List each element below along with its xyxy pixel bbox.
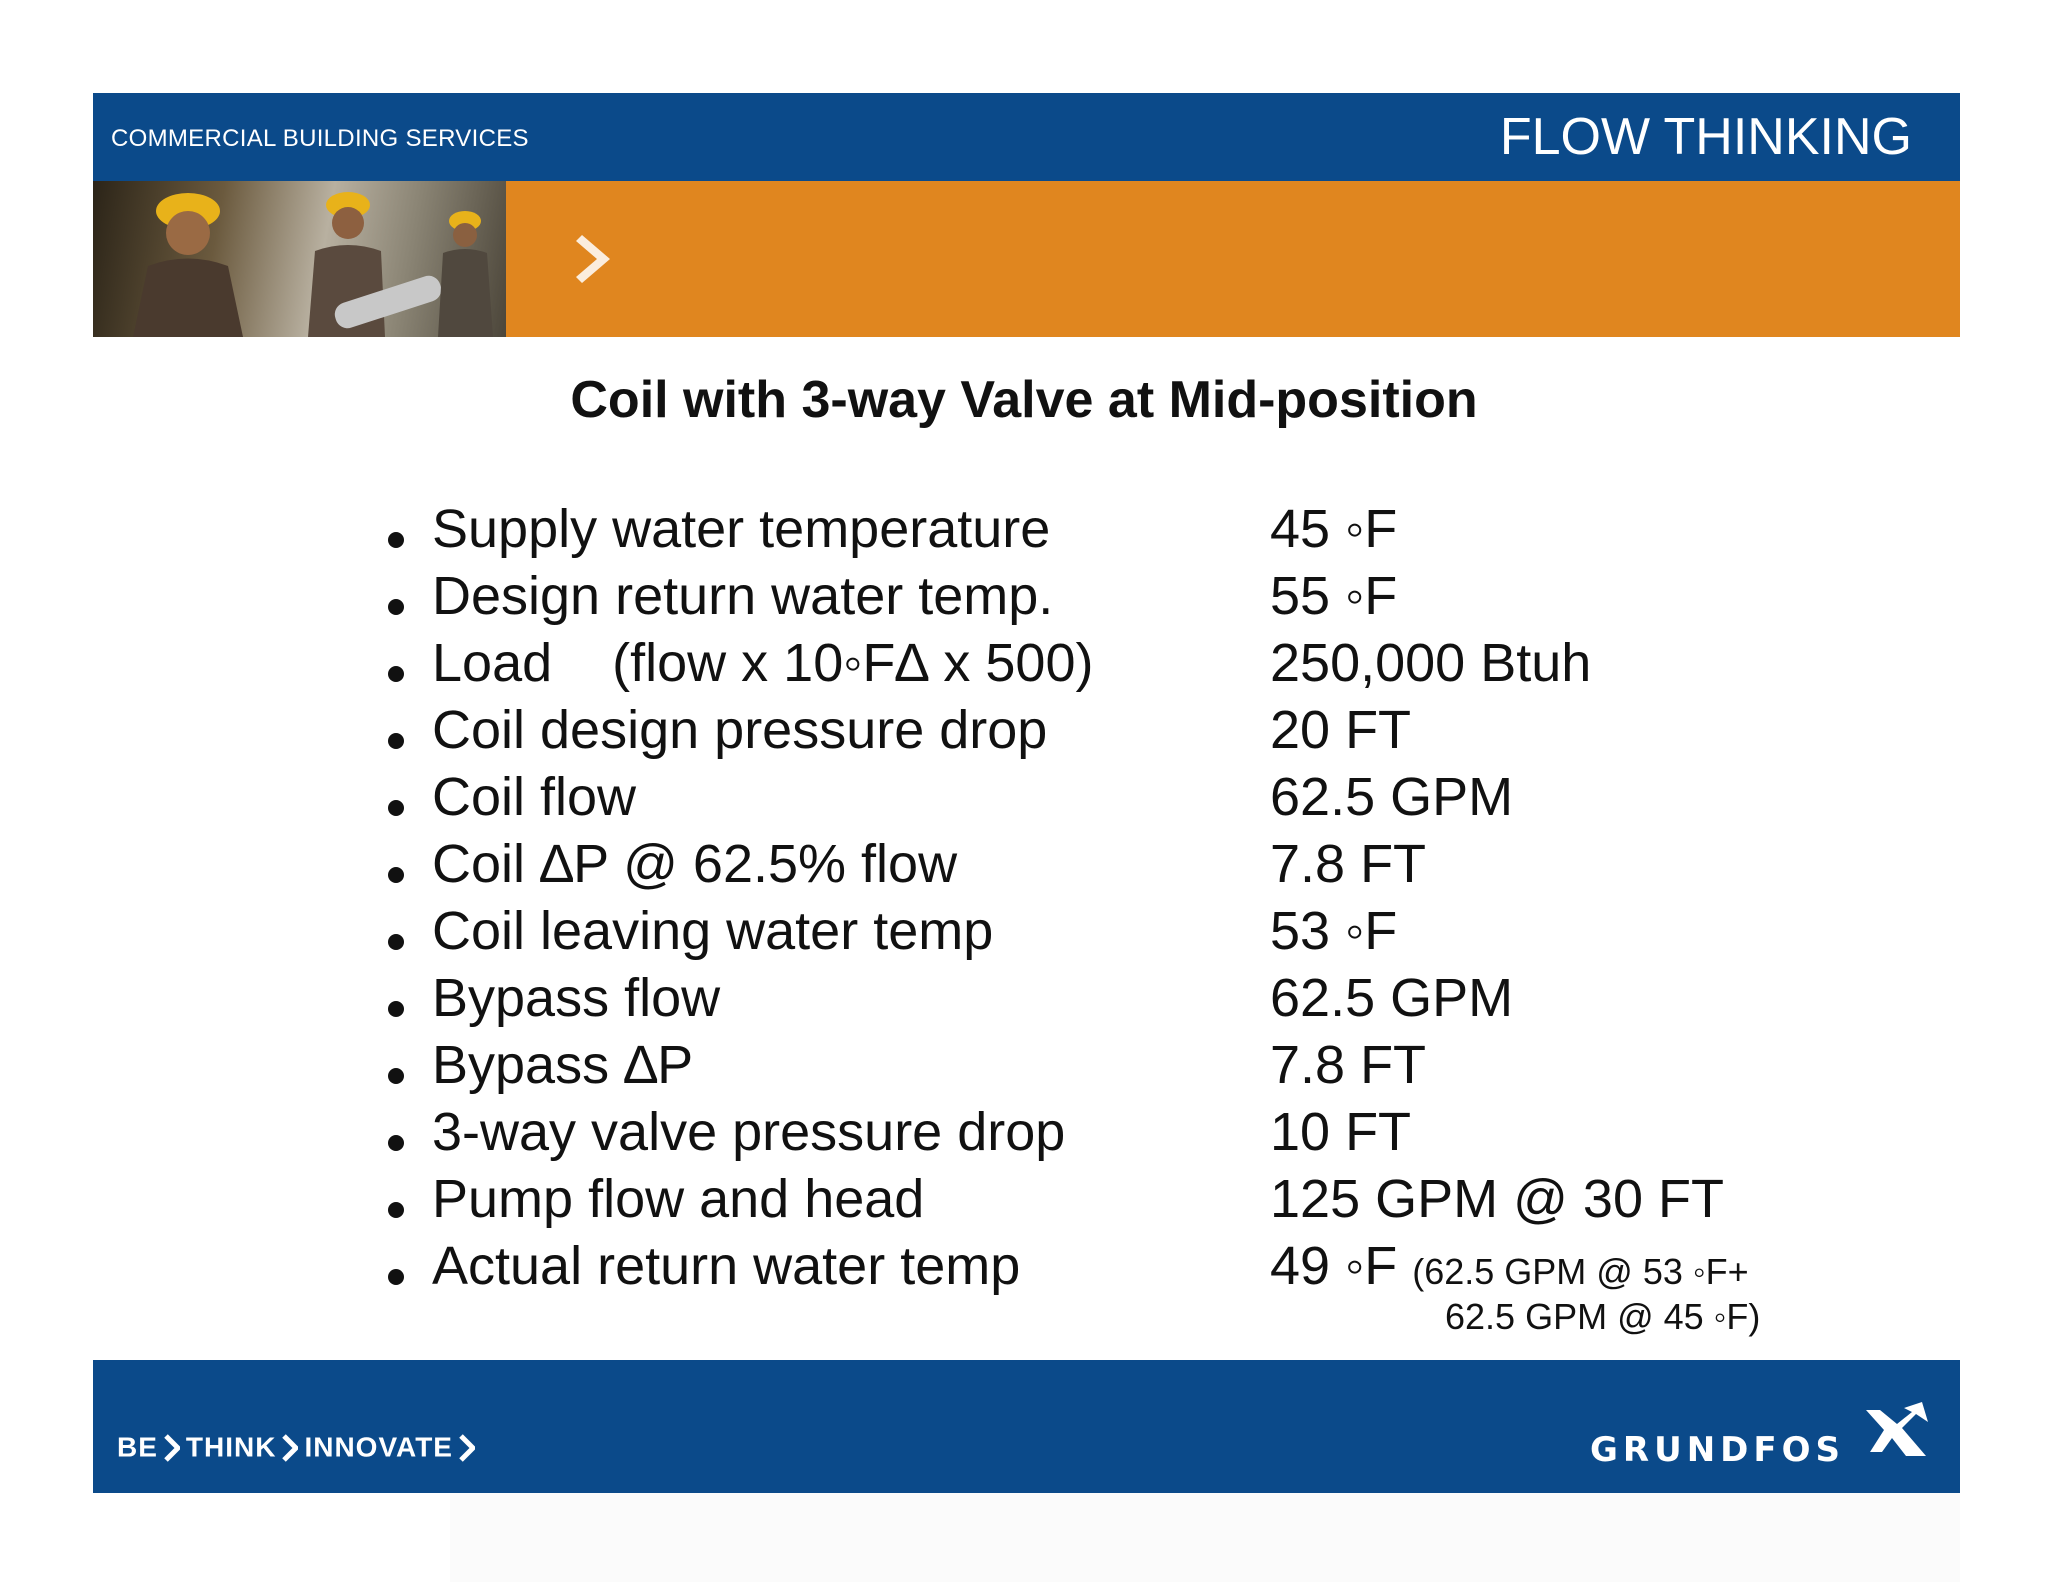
- item-label: 3-way valve pressure drop: [432, 1102, 1066, 1162]
- slogan-title: FLOW THINKING: [1499, 108, 1912, 166]
- bullet-icon: [388, 800, 404, 816]
- tagline-word: BE: [117, 1431, 158, 1463]
- brand-logo-icon: [1862, 1400, 1932, 1460]
- item-value: 7.8 FT: [1270, 1035, 1427, 1095]
- item-value: 7.8 FT: [1270, 834, 1427, 894]
- tagline: [117, 1430, 481, 1470]
- header-bar: [93, 93, 1960, 181]
- department-label: COMMERCIAL BUILDING SERVICES: [111, 125, 529, 152]
- bullet-icon: [388, 1068, 404, 1084]
- list-item: [380, 1235, 1880, 1302]
- bullet-icon: [388, 934, 404, 950]
- item-label: Coil flow: [432, 767, 637, 827]
- list-item: [380, 1168, 1880, 1235]
- item-label: Load (flow x 10◦F∆ x 500): [432, 633, 1094, 693]
- bullet-icon: [388, 1001, 404, 1017]
- item-label: Coil leaving water temp: [432, 901, 994, 961]
- item-value: [1270, 1235, 1749, 1297]
- bullet-icon: [388, 1269, 404, 1285]
- bullet-icon: [388, 599, 404, 615]
- item-label: Bypass flow: [432, 968, 721, 1028]
- accent-band: [506, 181, 1960, 337]
- item-label: Supply water temperature: [432, 499, 1051, 559]
- item-value: 125 GPM @ 30 FT: [1270, 1169, 1724, 1229]
- item-label: Coil design pressure drop: [432, 700, 1048, 760]
- list-item: [380, 766, 1880, 833]
- tagline-word: THINK: [185, 1431, 277, 1463]
- list-item: [380, 1034, 1880, 1101]
- item-note: (62.5 GPM @ 53 ◦F+: [1412, 1251, 1749, 1292]
- item-label: Coil ∆P @ 62.5% flow: [432, 834, 958, 894]
- item-label: Bypass ∆P: [432, 1035, 694, 1095]
- item-value: 62.5 GPM: [1270, 767, 1514, 827]
- item-value: 45 ◦F: [1270, 499, 1398, 559]
- list-item: [380, 632, 1880, 699]
- bullet-icon: [388, 1202, 404, 1218]
- item-note-continued: 62.5 GPM @ 45 ◦F): [1445, 1296, 1761, 1337]
- item-value: 62.5 GPM: [1270, 968, 1514, 1028]
- chevron-right-icon: [576, 233, 616, 285]
- item-label: Design return water temp.: [432, 566, 1054, 626]
- item-value: 55 ◦F: [1270, 566, 1398, 626]
- footer-bar: [93, 1360, 1960, 1493]
- item-value-text: 49 ◦F: [1270, 1236, 1398, 1296]
- tagline-word: INNOVATE: [304, 1431, 453, 1463]
- chevron-right-icon: [282, 1434, 298, 1462]
- workers-photo: [93, 181, 506, 337]
- parameter-list: [380, 498, 1880, 1302]
- item-value: 10 FT: [1270, 1102, 1412, 1162]
- item-label: Pump flow and head: [432, 1169, 925, 1229]
- item-value: 250,000 Btuh: [1270, 633, 1592, 693]
- bullet-icon: [388, 733, 404, 749]
- page-bottom: [450, 1493, 1960, 1582]
- list-item: [380, 967, 1880, 1034]
- item-value: 53 ◦F: [1270, 901, 1398, 961]
- item-label: Actual return water temp: [432, 1236, 1021, 1296]
- list-item: [380, 565, 1880, 632]
- bullet-icon: [388, 867, 404, 883]
- chevron-right-icon: [459, 1434, 475, 1462]
- slide-title: Coil with 3-way Valve at Mid-position: [570, 371, 1478, 429]
- chevron-right-icon: [164, 1434, 180, 1462]
- list-item: [380, 900, 1880, 967]
- bullet-icon: [388, 532, 404, 548]
- brand-logo-text: GRUNDFOS: [1590, 1430, 1845, 1470]
- item-value: 20 FT: [1270, 700, 1412, 760]
- list-item: [380, 833, 1880, 900]
- list-item: [380, 699, 1880, 766]
- bullet-icon: [388, 666, 404, 682]
- bullet-icon: [388, 1135, 404, 1151]
- list-item: [380, 498, 1880, 565]
- list-item: [380, 1101, 1880, 1168]
